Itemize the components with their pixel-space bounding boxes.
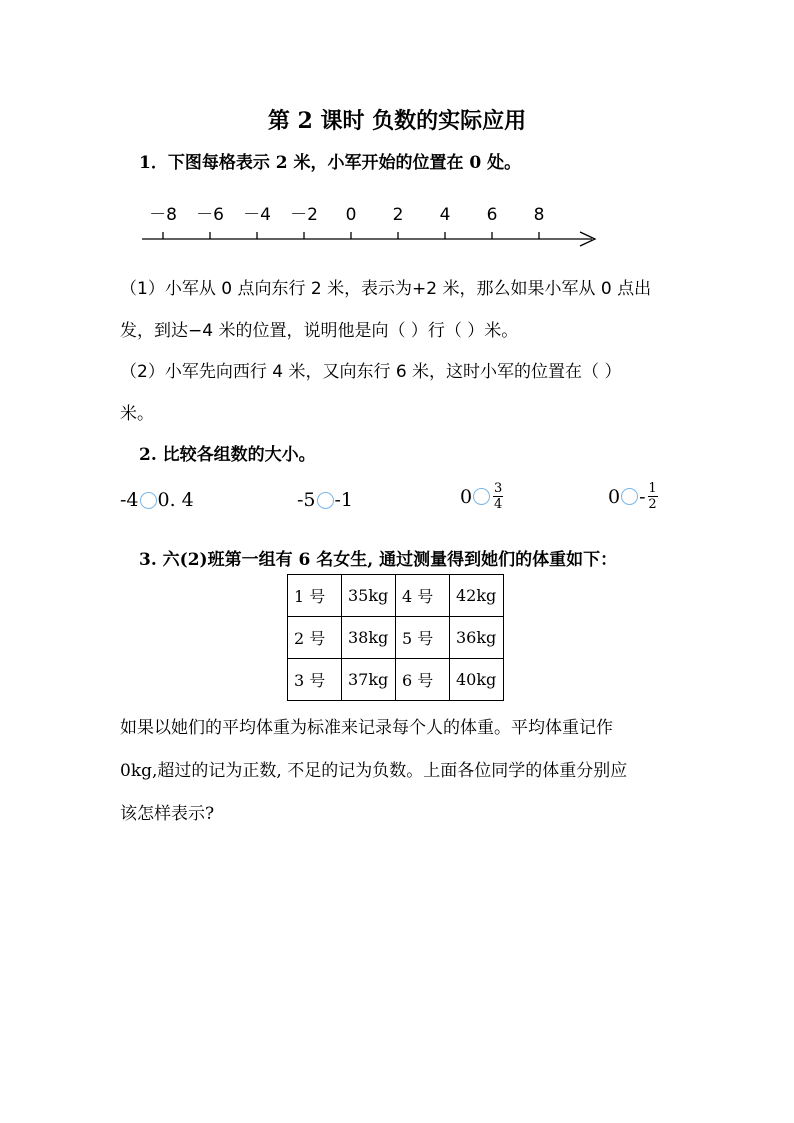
number-line-label: －2 [290, 205, 318, 225]
compare-left: -5 [297, 489, 316, 511]
table-cell: 3 号 [288, 659, 342, 701]
question-3-heading: 3. 六(2)班第一组有 6 名女生, 通过测量得到她们的体重如下： [139, 550, 618, 570]
compare-pair-1 [120, 489, 194, 511]
fraction-denominator: 2 [648, 497, 657, 512]
q1-part2-line2: 米。 [120, 404, 154, 424]
fraction-sign: - [639, 485, 646, 508]
number-line-label: 0 [345, 205, 357, 225]
compare-blank-circle[interactable] [473, 488, 490, 505]
fraction-numerator: 1 [648, 481, 657, 496]
number-line-label: 4 [439, 205, 451, 225]
fraction [493, 481, 503, 512]
table-cell: 6 号 [396, 659, 450, 701]
q1-part2-line1: （2）小军先向西行 4 米，又向东行 6 米，这时小军的位置在（ ） [120, 362, 622, 382]
number-line-label: －6 [196, 205, 224, 225]
q3-text-line2: 0kg,超过的记为正数, 不足的记为负数。上面各位同学的体重分别应 [120, 761, 628, 781]
table-cell: 38kg [342, 617, 396, 659]
table-row [288, 659, 504, 701]
number-line-label: －8 [149, 205, 177, 225]
weight-table [287, 574, 504, 701]
table-cell: 5 号 [396, 617, 450, 659]
number-line-label: 2 [392, 205, 404, 225]
table-cell: 36kg [450, 617, 504, 659]
fraction [648, 481, 658, 512]
fraction-denominator: 4 [493, 497, 503, 512]
compare-right: 0. 4 [157, 489, 194, 511]
question-2-heading: 2. 比较各组数的大小。 [139, 445, 316, 465]
q3-text-line3: 该怎样表示? [120, 804, 215, 824]
table-row [288, 617, 504, 659]
table-row [288, 575, 504, 617]
compare-pair-3 [460, 481, 503, 512]
table-cell: 2 号 [288, 617, 342, 659]
table-cell: 4 号 [396, 575, 450, 617]
number-line-label: －4 [243, 205, 271, 225]
table-cell: 40kg [450, 659, 504, 701]
compare-right: -1 [334, 489, 354, 511]
number-line [0, 195, 794, 255]
compare-blank-circle[interactable] [317, 492, 334, 509]
compare-left: 0 [608, 485, 621, 508]
compare-left: -4 [120, 489, 139, 511]
table-cell: 37kg [342, 659, 396, 701]
number-line-label: 8 [533, 205, 545, 225]
compare-left: 0 [460, 485, 473, 508]
q1-part1-line1: （1）小军从 0 点向东行 2 米，表示为+2 米，那么如果小军从 0 点出 [120, 279, 652, 299]
q1-part1-line2: 发，到达−4 米的位置，说明他是向（ ）行（ ）米。 [120, 321, 519, 341]
compare-blank-circle[interactable] [140, 492, 157, 509]
compare-pair-2 [297, 489, 353, 511]
fraction-numerator: 3 [493, 481, 503, 496]
question-1-heading: 1．下图每格表示 2 米，小军开始的位置在 0 处。 [139, 153, 522, 173]
compare-blank-circle[interactable] [621, 488, 638, 505]
table-cell: 42kg [450, 575, 504, 617]
number-line-label: 6 [486, 205, 498, 225]
table-cell: 1 号 [288, 575, 342, 617]
compare-pair-4 [608, 481, 658, 512]
q3-text-line1: 如果以她们的平均体重为标准来记录每个人的体重。平均体重记作 [120, 718, 613, 738]
page-title: 第 2 课时 负数的实际应用 [267, 108, 527, 134]
table-cell: 35kg [342, 575, 396, 617]
